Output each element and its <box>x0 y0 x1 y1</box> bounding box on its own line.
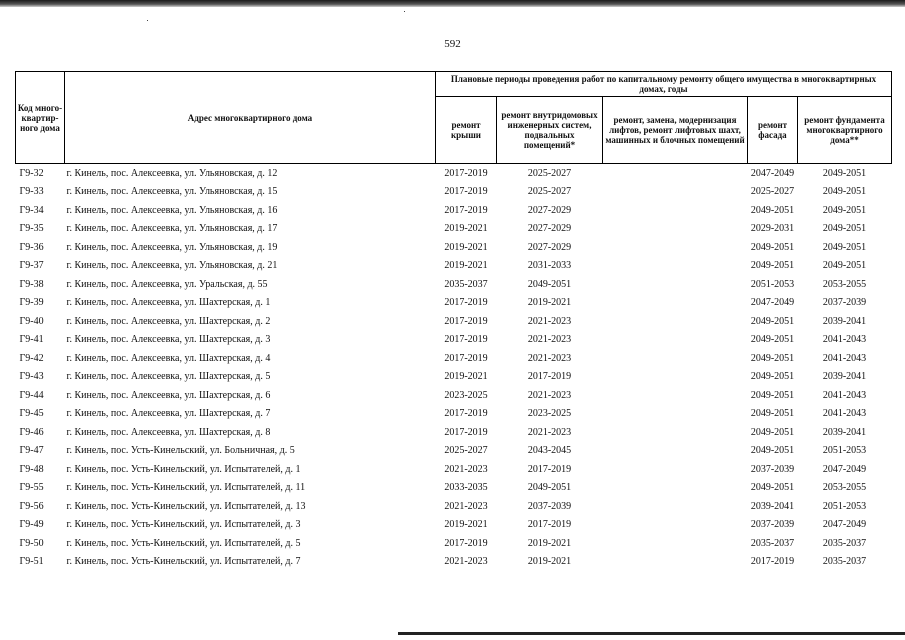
cell-systems: 2027-2029 <box>527 204 572 216</box>
cell-elevators <box>603 201 748 220</box>
cell-facade: 2051-2053 <box>750 278 795 290</box>
cell-roof: 2017-2019 <box>444 297 488 309</box>
cell-facade: 2035-2037 <box>750 537 795 549</box>
cell-roof: 2023-2025 <box>444 389 488 401</box>
cell-systems: 2021-2023 <box>527 334 572 346</box>
cell-elevators <box>603 386 748 405</box>
cell-roof: 2019-2021 <box>444 260 488 272</box>
cell-systems: 2025-2027 <box>527 167 572 179</box>
cell-elevators <box>603 312 748 331</box>
cell-code: Г9-42 <box>19 352 44 364</box>
cell-elevators <box>603 368 748 387</box>
cell-address: г. Кинель, пос. Усть-Кинельский, ул. Испытателей, д. 11 <box>66 482 306 494</box>
cell-elevators <box>603 183 748 202</box>
cell-facade: 2029-2031 <box>750 223 795 235</box>
scan-speck <box>147 20 148 21</box>
cell-code: Г9-39 <box>19 297 44 309</box>
cell-elevators <box>603 460 748 479</box>
cell-code: Г9-35 <box>19 223 44 235</box>
cell-roof: 2017-2019 <box>444 334 488 346</box>
cell-code: Г9-32 <box>19 167 44 179</box>
cell-roof: 2017-2019 <box>444 204 488 216</box>
capital-repair-table <box>15 71 892 571</box>
cell-foundation: 2039-2041 <box>822 426 867 438</box>
cell-code: Г9-40 <box>19 315 44 327</box>
header-elevators: ремонт, замена, модернизация лифтов, ремонт лифтовых шахт, машинных и блочных помещений <box>603 97 748 164</box>
cell-address: г. Кинель, пос. Усть-Кинельский, ул. Испытателей, д. 3 <box>66 519 301 531</box>
cell-code: Г9-43 <box>19 371 44 383</box>
cell-systems: 2037-2039 <box>527 500 572 512</box>
cell-foundation: 2049-2051 <box>822 223 867 235</box>
cell-elevators <box>603 257 748 276</box>
table-row <box>16 534 892 553</box>
cell-facade: 2047-2049 <box>750 297 795 309</box>
cell-facade: 2049-2051 <box>750 352 795 364</box>
table-row <box>16 368 892 387</box>
table-row <box>16 405 892 424</box>
cell-address: г. Кинель, пос. Алексеевка, ул. Ульяновская, д. 16 <box>66 204 278 216</box>
table-row <box>16 479 892 498</box>
cell-systems: 2049-2051 <box>527 482 572 494</box>
cell-code: Г9-37 <box>19 260 44 272</box>
cell-foundation: 2047-2049 <box>822 463 867 475</box>
header-systems: ремонт внутридомовых инженерных систем, подвальных помещений* <box>497 97 603 164</box>
cell-foundation: 2047-2049 <box>822 519 867 531</box>
cell-address: г. Кинель, пос. Алексеевка, ул. Шахтерская, д. 1 <box>66 297 271 309</box>
cell-address: г. Кинель, пос. Усть-Кинельский, ул. Испытателей, д. 13 <box>66 500 306 512</box>
cell-facade: 2049-2051 <box>750 260 795 272</box>
cell-code: Г9-33 <box>19 186 44 198</box>
table-row <box>16 164 892 183</box>
cell-address: г. Кинель, пос. Алексеевка, ул. Шахтерская, д. 7 <box>66 408 271 420</box>
table-row <box>16 183 892 202</box>
cell-code: Г9-56 <box>19 500 44 512</box>
table-row <box>16 442 892 461</box>
cell-foundation: 2041-2043 <box>822 389 867 401</box>
cell-facade: 2049-2051 <box>750 371 795 383</box>
cell-address: г. Кинель, пос. Алексеевка, ул. Шахтерская, д. 4 <box>66 352 271 364</box>
table-header <box>16 72 892 164</box>
cell-systems: 2021-2023 <box>527 352 572 364</box>
cell-address: г. Кинель, пос. Алексеевка, ул. Ульяновская, д. 15 <box>66 186 278 198</box>
cell-systems: 2017-2019 <box>527 463 572 475</box>
cell-roof: 2033-2035 <box>444 482 488 494</box>
table-row <box>16 275 892 294</box>
cell-foundation: 2049-2051 <box>822 186 867 198</box>
cell-systems: 2021-2023 <box>527 426 572 438</box>
cell-roof: 2017-2019 <box>444 315 488 327</box>
cell-facade: 2049-2051 <box>750 315 795 327</box>
scan-edge-bottom <box>398 632 905 635</box>
cell-systems: 2019-2021 <box>527 556 572 568</box>
cell-roof: 2021-2023 <box>444 556 488 568</box>
table-row <box>16 312 892 331</box>
cell-facade: 2037-2039 <box>750 519 795 531</box>
cell-code: Г9-55 <box>19 482 44 494</box>
cell-roof: 2017-2019 <box>444 426 488 438</box>
cell-facade: 2017-2019 <box>750 556 795 568</box>
cell-roof: 2019-2021 <box>444 371 488 383</box>
header-roof: ремонт крыши <box>436 97 497 164</box>
cell-foundation: 2049-2051 <box>822 241 867 253</box>
cell-code: Г9-47 <box>19 445 44 457</box>
cell-systems: 2021-2023 <box>527 389 572 401</box>
cell-elevators <box>603 442 748 461</box>
cell-code: Г9-38 <box>19 278 44 290</box>
header-periods-group: Плановые периоды проведения работ по капитальному ремонту общего имущества в многоквартирных домах, годы <box>436 72 892 97</box>
cell-foundation: 2035-2037 <box>822 556 867 568</box>
cell-code: Г9-44 <box>19 389 44 401</box>
table-row <box>16 201 892 220</box>
cell-code: Г9-51 <box>19 556 44 568</box>
cell-roof: 2017-2019 <box>444 352 488 364</box>
cell-foundation: 2049-2051 <box>822 204 867 216</box>
cell-roof: 2017-2019 <box>444 408 488 420</box>
table-row <box>16 516 892 535</box>
cell-elevators <box>603 497 748 516</box>
cell-address: г. Кинель, пос. Алексеевка, ул. Шахтерская, д. 5 <box>66 371 271 383</box>
cell-elevators <box>603 331 748 350</box>
cell-address: г. Кинель, пос. Алексеевка, ул. Уральская, д. 55 <box>66 278 268 290</box>
cell-elevators <box>603 164 748 183</box>
cell-systems: 2019-2021 <box>527 537 572 549</box>
table-row <box>16 257 892 276</box>
cell-facade: 2049-2051 <box>750 482 795 494</box>
cell-facade: 2049-2051 <box>750 241 795 253</box>
cell-systems: 2025-2027 <box>527 186 572 198</box>
cell-systems: 2023-2025 <box>527 408 572 420</box>
table-row <box>16 497 892 516</box>
cell-code: Г9-41 <box>19 334 44 346</box>
cell-facade: 2047-2049 <box>750 167 795 179</box>
cell-foundation: 2053-2055 <box>822 278 867 290</box>
cell-facade: 2049-2051 <box>750 408 795 420</box>
table-row <box>16 220 892 239</box>
cell-address: г. Кинель, пос. Усть-Кинельский, ул. Испытателей, д. 5 <box>66 537 301 549</box>
cell-systems: 2031-2033 <box>527 260 572 272</box>
cell-facade: 2039-2041 <box>750 500 795 512</box>
cell-code: Г9-34 <box>19 204 44 216</box>
cell-roof: 2025-2027 <box>444 445 488 457</box>
cell-roof: 2035-2037 <box>444 278 488 290</box>
cell-elevators <box>603 220 748 239</box>
cell-elevators <box>603 294 748 313</box>
cell-code: Г9-49 <box>19 519 44 531</box>
cell-address: г. Кинель, пос. Алексеевка, ул. Шахтерская, д. 3 <box>66 334 271 346</box>
cell-foundation: 2053-2055 <box>822 482 867 494</box>
cell-address: г. Кинель, пос. Алексеевка, ул. Ульяновская, д. 21 <box>66 260 278 272</box>
cell-address: г. Кинель, пос. Алексеевка, ул. Шахтерская, д. 8 <box>66 426 271 438</box>
cell-roof: 2017-2019 <box>444 537 488 549</box>
header-facade: ремонт фасада <box>748 97 798 164</box>
table-body <box>16 164 892 572</box>
cell-elevators <box>603 238 748 257</box>
cell-foundation: 2039-2041 <box>822 315 867 327</box>
scan-speck <box>404 11 405 12</box>
cell-roof: 2017-2019 <box>444 186 488 198</box>
cell-facade: 2049-2051 <box>750 334 795 346</box>
cell-address: г. Кинель, пос. Усть-Кинельский, ул. Испытателей, д. 7 <box>66 556 301 568</box>
page-number: 592 <box>444 38 461 50</box>
cell-systems: 2027-2029 <box>527 223 572 235</box>
cell-code: Г9-48 <box>19 463 44 475</box>
header-address: Адрес многоквартирного дома <box>65 72 436 164</box>
cell-foundation: 2039-2041 <box>822 371 867 383</box>
table-row <box>16 460 892 479</box>
cell-foundation: 2041-2043 <box>822 352 867 364</box>
cell-code: Г9-50 <box>19 537 44 549</box>
table-row <box>16 294 892 313</box>
cell-foundation: 2051-2053 <box>822 445 867 457</box>
cell-address: г. Кинель, пос. Алексеевка, ул. Шахтерская, д. 6 <box>66 389 271 401</box>
cell-roof: 2017-2019 <box>444 167 488 179</box>
cell-roof: 2021-2023 <box>444 463 488 475</box>
cell-systems: 2017-2019 <box>527 371 572 383</box>
cell-code: Г9-45 <box>19 408 44 420</box>
cell-facade: 2049-2051 <box>750 445 795 457</box>
cell-facade: 2037-2039 <box>750 463 795 475</box>
cell-roof: 2021-2023 <box>444 500 488 512</box>
cell-systems: 2043-2045 <box>527 445 572 457</box>
table-row <box>16 349 892 368</box>
cell-foundation: 2049-2051 <box>822 167 867 179</box>
cell-elevators <box>603 479 748 498</box>
cell-address: г. Кинель, пос. Алексеевка, ул. Шахтерская, д. 2 <box>66 315 271 327</box>
cell-facade: 2049-2051 <box>750 389 795 401</box>
cell-code: Г9-46 <box>19 426 44 438</box>
cell-systems: 2019-2021 <box>527 297 572 309</box>
cell-elevators <box>603 423 748 442</box>
cell-address: г. Кинель, пос. Усть-Кинельский, ул. Испытателей, д. 1 <box>66 463 301 475</box>
table-row <box>16 238 892 257</box>
cell-foundation: 2049-2051 <box>822 260 867 272</box>
cell-elevators <box>603 405 748 424</box>
cell-address: г. Кинель, пос. Алексеевка, ул. Ульяновская, д. 17 <box>66 223 278 235</box>
cell-systems: 2027-2029 <box>527 241 572 253</box>
cell-elevators <box>603 534 748 553</box>
cell-facade: 2025-2027 <box>750 186 795 198</box>
cell-systems: 2021-2023 <box>527 315 572 327</box>
cell-foundation: 2041-2043 <box>822 408 867 420</box>
scan-edge-top <box>0 0 905 7</box>
header-foundation: ремонт фундамента многоквартирного дома** <box>798 97 892 164</box>
cell-systems: 2017-2019 <box>527 519 572 531</box>
table-row <box>16 423 892 442</box>
table-row <box>16 331 892 350</box>
cell-foundation: 2051-2053 <box>822 500 867 512</box>
cell-systems: 2049-2051 <box>527 278 572 290</box>
cell-foundation: 2037-2039 <box>822 297 867 309</box>
cell-elevators <box>603 349 748 368</box>
header-code: Код много-квартир-ного дома <box>16 72 65 164</box>
cell-address: г. Кинель, пос. Усть-Кинельский, ул. Больничная, д. 5 <box>66 445 295 457</box>
cell-elevators <box>603 553 748 572</box>
cell-roof: 2019-2021 <box>444 241 488 253</box>
cell-foundation: 2041-2043 <box>822 334 867 346</box>
cell-address: г. Кинель, пос. Алексеевка, ул. Ульяновская, д. 12 <box>66 167 278 179</box>
cell-elevators <box>603 516 748 535</box>
table-row <box>16 386 892 405</box>
cell-roof: 2019-2021 <box>444 519 488 531</box>
cell-roof: 2019-2021 <box>444 223 488 235</box>
cell-elevators <box>603 275 748 294</box>
cell-facade: 2049-2051 <box>750 426 795 438</box>
cell-code: Г9-36 <box>19 241 44 253</box>
cell-address: г. Кинель, пос. Алексеевка, ул. Ульяновская, д. 19 <box>66 241 278 253</box>
cell-foundation: 2035-2037 <box>822 537 867 549</box>
table-row <box>16 553 892 572</box>
cell-facade: 2049-2051 <box>750 204 795 216</box>
